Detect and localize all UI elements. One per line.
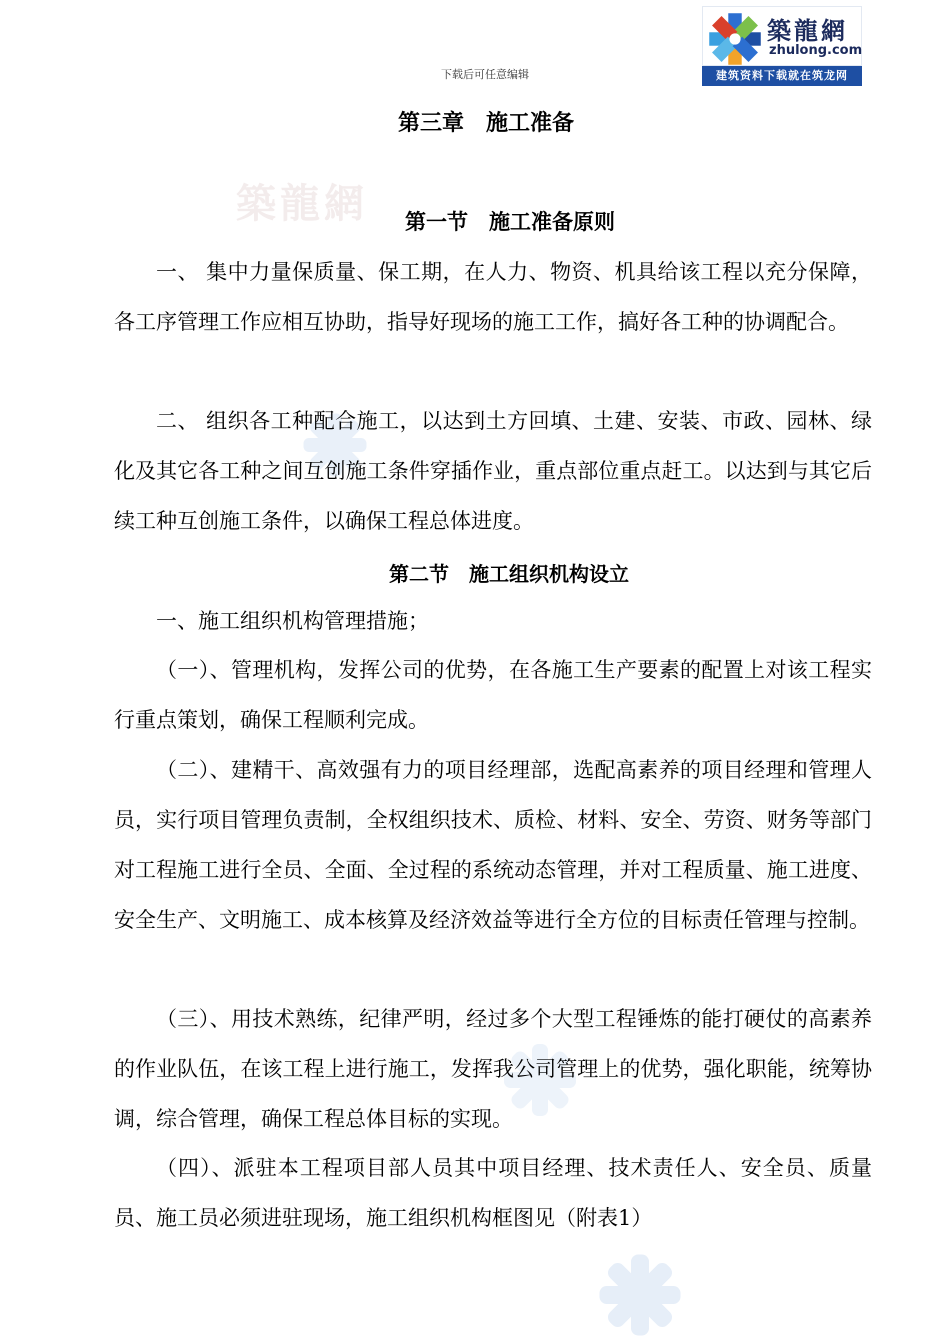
paragraph: 一、施工组织机构管理措施； bbox=[156, 609, 429, 633]
watermark-text: 築龍網 bbox=[236, 180, 368, 227]
section-title: 第一节 施工准备原则 bbox=[405, 210, 615, 234]
paragraph: 一、 集中力量保质量、保工期，在人力、物资、机具给该工程以充分保障，各工序管理工作应相互协助，指导好现场的施工工作，搞好各工种的协调配合。 bbox=[114, 260, 872, 334]
zhulong-logo[interactable] bbox=[702, 6, 862, 84]
section-title: 第二节 施工组织机构设立 bbox=[389, 562, 629, 586]
logo-panel bbox=[702, 6, 862, 66]
paragraph: （二）、建精干、高效强有力的项目经理部，选配高素养的项目经理和管理人员，实行项目管理负责制，全权组织技术、质检、材料、安全、劳资、财务等部门对工程施工进行全员、全面、全过程的系统动态管理，并对工程质量、施工进度、安全生产、文明施工、成本核算及经济效益等进行全方位的目标责任管理与控制。 bbox=[114, 758, 872, 932]
paragraph: （一）、管理机构，发挥公司的优势，在各施工生产要素的配置上对该工程实行重点策划，确保工程顺利完成。 bbox=[114, 658, 872, 732]
paragraph: （三）、用技术熟练，纪律严明，经过多个大型工程锤炼的能打硬仗的高素养的作业队伍，在该工程上进行施工，发挥我公司管理上的优势，强化职能，统筹协调，综合管理，确保工程总体目标的实现。 bbox=[114, 1007, 872, 1131]
logo-name: 築龍網 bbox=[767, 16, 848, 45]
chapter-title: 第三章 施工准备 bbox=[397, 111, 574, 136]
paragraph: （四）、派驻本工程项目部人员其中项目经理、技术责任人、安全员、质量员、施工员必须进驻现场，施工组织机构框图见（附表1） bbox=[114, 1156, 872, 1230]
logo-site: zhulong.com bbox=[769, 43, 863, 58]
header-note: 下载后可任意编辑 bbox=[441, 68, 529, 81]
paragraph: 二、 组织各工种配合施工，以达到土方回填、土建、安装、市政、园林、绿化及其它各工种之间互创施工条件穿插作业，重点部位重点赶工。以达到与其它后续工种互创施工条件，以确保工程总体进度。 bbox=[114, 409, 872, 533]
watermark-flower-icon bbox=[595, 1250, 685, 1340]
logo-flower-icon bbox=[707, 11, 763, 67]
logo-slogan: 建筑资料下载就在筑龙网 bbox=[702, 66, 862, 86]
